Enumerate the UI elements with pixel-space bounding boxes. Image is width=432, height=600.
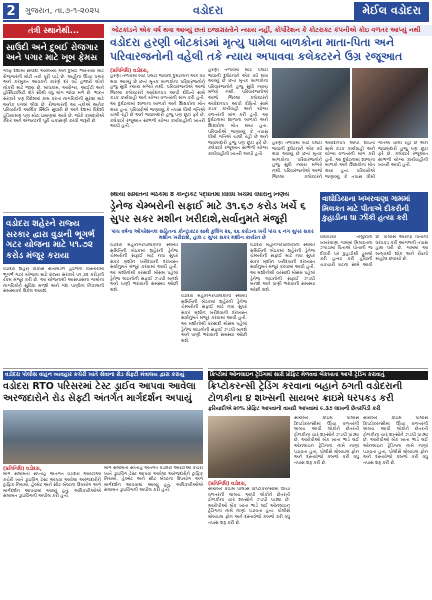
editorial-body: ગલ્ફ દેશોમાં સાઉદી અરેબિયા અને દુબઈ ભારતીયો માટે રોજગારની મોટી તકો પૂરી પાડે છે. અહીંના ઊંચા પગાર અને કરમુક્ત આવકને કારણે દર વર્ષે હજારો લોકો નોકરી માટે જાય છે. બાંધકામ, આરોગ્ય, આઈટી અને હોસ્પિટાલિટી ક્ષેત્રે સૌથી વધુ માંગ જોવા મળે છે. ભારત સરકારે પણ વિદેશમાં કામ કરતા નાગરિકોની સુરક્ષા માટે અનેક પગલાં લીધાં છે. રોજગારની આ તકોએ અનેક પરિવારોની આર્થિક સ્થિતિ સુધારી છે અને દેશમાં વિદેશી હૂંડિયામણ પણ મોટા પ્રમાણમાં આવે છે. જોકે કામદારોએ કરાર અને એજન્ટની પૂરી ચકાસણી કરવી જરૂરી છે.	[3, 69, 104, 125]
dredge-body-1: વડોદરા મહાનગરપાલિકાની સ્થાયી સમિતિની બેઠકમાં શહેરની ડ્રેનેજ ચેમ્બરોની સફાઈ માટે નવા સુપર સકર મશીન ખરીદવાની દરખાસ્ત સર્વાનુમતે મંજૂર કરવામાં આવી હતી. આ મશીનોથી વરસાદી મોસમ પહેલાં ડ્રેનેજ લાઇનોની સફાઈ ઝડપી બનશે અને પાણી ભરાવાની સમસ્યા ઓછી થશે.	[110, 243, 178, 293]
crypto-col-3	[363, 416, 428, 596]
crypto-body-1: સાયબર ક્રાઇમ પોલીસે ક્રિપ્ટોકરન્સીમાં ઊંચા વળતરની લાલચ આપી લોકોને છેતરતી ટોળકીના ચાર શખ્સોને ઝડપી પાડ્યા છે. આરોપીઓ બેંક ખાતા ભાડે લઈ ઓનલાઇન ટ્રેડિંગના નામે નાણાં પડાવતા હતા. પોલીસે મોબાઇલ ફોન અને દસ્તાવેજો કબજે કરી વધુ તપાસ શરૂ કરી છે.	[208, 487, 290, 526]
dredge-subhead: પાંચ વર્ષના ઓપરેશનલ સહિતના કોન્ટ્રાક્ટર સાથે કુલિંગ ૨૬, ૬૬ કરોડના ખર્ચે પાંચ ૬ નંગ સુપર સકર મશીન ખરીદાશે, હાલ ૮ સુપર સકર મશીન કાર્યરત છે	[111, 229, 314, 241]
rto-body-1: માર્ગ સલામતી સપ્તાહ અંતર્ગત વડોદરા આરટીઓ કચેરી ખાતે ડ્રાઇવિંગ ટેસ્ટ આપવા આવેલા અરજદારોને ટ્રાફિક નિયમો, હેલ્મેટ અને સીટ બેલ્ટના ઉપયોગ અંગે માર્ગદર્શન આપવામાં આવ્યું હતું. અધિકારીઓએ સલામત ડ્રાઇવિંગની અપીલ કરી હતી.	[3, 472, 101, 500]
top-kicker: બોટકાંડને એક વર્ષ થવા આવ્યું છતાં ઇજાગ્રસ્તોને ન્યાય નહીં, કોર્પોરેશન કે કોટરાક્ટ કંપનીએ કોઇ વળતર આપ્યું નથી	[110, 25, 432, 36]
crypto-headline: ક્રિપ્ટોકરન્સી ટ્રેડિંગ કરવાના બહાને ઠગતી વડોદરાની ટોળકીના ૪ શખ્સની સાયબર ક્રાઇમે ધરપકડ કરી	[208, 381, 403, 404]
top-body-2: હરણી તળાવમાં બોટ પલટી જવાની દુર્ઘટનાને એક વર્ષ થવા આવ્યું છે છતાં મૃતક બાળકોના પરિવારજનોને હજુ સુધી ન્યાય મળ્યો નથી. પરિવારજનોએ આજે જિલ્લા કલેક્ટરને આવેદનપત્ર આપી દોષિતો સામે કડક કાર્યવાહી અને યોગ્ય વળતરની માંગ કરી હતી. આ દુર્ઘટનામાં શાળાના બાળકો અને શિક્ષકોના મોત થયા હતા. પરિવારોએ જણાવ્યું કે તપાસ ધીમી ગતિએ ચાલી રહી છે અને જવાબદારો હજુ પણ છૂટા ફરે છે. કલેક્ટરે રજૂઆત સાંભળી યોગ્ય કાર્યવાહીની ખાતરી આપી હતી.	[208, 68, 268, 157]
editorial-headline: સાઉદી અને દુબઈ રોજગાર અને પગાર માટે ખૂબ ફેમસ	[3, 40, 104, 66]
rto-caption: (પ્રતિનિધિ) વડોદરા,	[3, 466, 42, 472]
top-headline: વડોદરા હરણી બોટકાંડમાં મૃત્યુ પામેલા બાળકોના માતા-પિતા અને પરિવારજનોની વહેલી તકે ન્યાય અપાવવા કલેક્ટરને ઉગ્ર રજૂઆત	[110, 36, 403, 63]
murder-headline: વાઘોડિયાના ખખરવાણા ગામમાં મિલકત માટે પીતાએ દીકરીની કુહાડીના ઘા ઝીંકી હત્યા કરી	[320, 192, 428, 232]
crypto-divider	[208, 368, 428, 369]
sewer-machine-photo	[181, 243, 247, 291]
vuda-body: વડોદરા શહેરી વિકાસ સત્તામંડળ હેઠળના વિસ્તારોમાં ભૂગર્ભ ગટર યોજના માટે રાજ્ય સરકારે ૫૧.૭૨ કરોડની રકમ મંજૂર કરી છે. આ યોજનાથી આસપાસના ગામોના નાગરિકોને સુવિધા મળશે અને ગંદા પાણીના નિકાલની સમસ્યાનો ઉકેલ આવશે.	[3, 267, 104, 295]
rto-divider	[3, 368, 203, 369]
top-story-col-2	[208, 68, 268, 186]
rto-kicker: વડોદરા પોલીસ વાહન વ્યવહાર કચેરી ખાતે સેવાના રોડ સેફ્ટી મંત્રાલય દ્વારા કરાયું	[3, 371, 203, 380]
editorial-label: તંત્રી સ્થાનેથી...	[3, 24, 104, 38]
dredge-kicker: સ્થાયી સમિતિની બેઠકમાં 8 કોન્ટ્રાકટ પદ્ધતિમાં વિવિધ ખર્ચમાં વધારાનું નિર્ણય	[110, 192, 289, 198]
rto-headline: વડોદરા RTO પરિસરમાં ટેસ્ટ ડ્રાઈવ આપવા આવેલા અરજદારોને રોડ સેફ્ટી અંતર્ગત માર્ગદર્શન અપાયું	[3, 381, 196, 404]
rto-col-2	[104, 466, 203, 596]
crypto-caption: (પ્રતિનિધિ) વડોદરા,	[208, 481, 247, 487]
city-name: વડોદરા	[193, 4, 224, 17]
crypto-body-2: સાયબર ક્રાઇમ પોલીસે ક્રિપ્ટોકરન્સીમાં ઊંચા વળતરની લાલચ આપી લોકોને છેતરતી ટોળકીના ચાર શખ્સોને ઝડપી પાડ્યા છે. આરોપીઓ બેંક ખાતા ભાડે લઈ ઓનલાઇન ટ્રેડિંગના નામે નાણાં પડાવતા હતા. પોલીસે મોબાઇલ ફોન અને દસ્તાવેજો કબજે કરી વધુ તપાસ શરૂ કરી છે.	[294, 416, 359, 466]
divider	[3, 212, 104, 213]
top-story-col-3	[272, 141, 428, 186]
crypto-body-3: સાયબર ક્રાઇમ પોલીસે ક્રિપ્ટોકરન્સીમાં ઊંચા વળતરની લાલચ આપી લોકોને છેતરતી ટોળકીના ચાર શખ્સોને ઝડપી પાડ્યા છે. આરોપીઓ બેંક ખાતા ભાડે લઈ ઓનલાઇન ટ્રેડિંગના નામે નાણાં પડાવતા હતા. પોલીસે મોબાઇલ ફોન અને દસ્તાવેજો કબજે કરી વધુ તપાસ શરૂ કરી છે.	[363, 416, 428, 466]
page-header	[3, 2, 429, 22]
dredge-col-3	[250, 243, 315, 363]
murder-body: વાઘોડિયા તાલુકાના ખખરવાણા ગામમાં મિલકતના ઝઘડામાં પિતાએ પોતાની જ દીકરી પર કુહાડીથી હુમલો કરી હત્યા કરી હોવાની ચકચારી ઘટના સામે આવી છે. પોલીસે આરોપી પિતાની ધરપકડ કરી આગળની તપાસ હાથ ધરી છે. ગામમાં આ બનાવથી શોક અને રોષનો માહોલ છવાયો છે.	[320, 235, 428, 268]
left-column	[3, 24, 104, 362]
crypto-col-2	[294, 416, 359, 596]
dredge-col-1	[110, 243, 178, 363]
page-number: 2	[3, 3, 19, 19]
crypto-col-1	[208, 481, 290, 596]
brand-name: મેઈલ વડોદરા	[354, 2, 429, 20]
top-story-col-1	[110, 68, 205, 186]
accused-photo	[208, 416, 290, 478]
murder-body-col	[320, 235, 428, 363]
dredge-body-2: વડોદરા મહાનગરપાલિકાની સ્થાયી સમિતિની બેઠકમાં શહેરની ડ્રેનેજ ચેમ્બરોની સફાઈ માટે નવા સુપર સકર મશીન ખરીદવાની દરખાસ્ત સર્વાનુમતે મંજૂર કરવામાં આવી હતી. આ મશીનોથી વરસાદી મોસમ પહેલાં ડ્રેનેજ લાઇનોની સફાઈ ઝડપી બનશે અને પાણી ભરાવાની સમસ્યા ઓછી થશે.	[181, 294, 247, 344]
rto-body-2: માર્ગ સલામતી સપ્તાહ અંતર્ગત વડોદરા આરટીઓ કચેરી ખાતે ડ્રાઇવિંગ ટેસ્ટ આપવા આવેલા અરજદારોને ટ્રાફિક નિયમો, હેલ્મેટ અને સીટ બેલ્ટના ઉપયોગ અંગે માર્ગદર્શન આપવામાં આવ્યું હતું. અધિકારીઓએ સલામત ડ્રાઇવિંગની અપીલ કરી હતી.	[104, 466, 203, 494]
rto-col-1	[3, 466, 101, 596]
protest-photo	[272, 68, 350, 138]
dredge-body-3: વડોદરા મહાનગરપાલિકાની સ્થાયી સમિતિની બેઠકમાં શહેરની ડ્રેનેજ ચેમ્બરોની સફાઈ માટે નવા સુપર સકર મશીન ખરીદવાની દરખાસ્ત સર્વાનુમતે મંજૂર કરવામાં આવી હતી. આ મશીનોથી વરસાદી મોસમ પહેલાં ડ્રેનેજ લાઇનોની સફાઈ ઝડપી બનશે અને પાણી ભરાવાની સમસ્યા ઓછી થશે.	[250, 243, 315, 293]
crypto-subhead: ફરિયાદીએ ૨૦% પ્રોફિટ આપવાનો વાયદો આપવામાં ૯.૩૭ લાખની છેતરપિંડી કરી	[208, 406, 381, 412]
dredge-headline: ડ્રેનેજ ચેમ્બરોની સફાઈ માટે ૩૧.૬૭ કરોડ ખર્ચે ૬ સુપર સકર મશીન ખરીદાશે,સર્વાનુમતે મંજૂરી	[110, 201, 306, 225]
issue-date: ગુજરાત, તા.૭-૧-૨૦૨૫	[25, 6, 100, 15]
crypto-kicker: ક્રિપ્ટોમાં ઓનલાઇન ટ્રેડિંગમાં સારો પ્રોફિટ મેળવવા બેંકખાતા આપી ટ્રેડિંગ કરાવાતું	[208, 371, 428, 380]
dredge-col-2	[181, 294, 247, 363]
rto-photo	[3, 410, 203, 464]
top-body-1: હરણી તળાવમાં બોટ પલટી જવાની દુર્ઘટનાને એક વર્ષ થવા આવ્યું છે છતાં મૃતક બાળકોના પરિવારજનોને હજુ સુધી ન્યાય મળ્યો નથી. પરિવારજનોએ આજે જિલ્લા કલેક્ટરને આવેદનપત્ર આપી દોષિતો સામે કડક કાર્યવાહી અને યોગ્ય વળતરની માંગ કરી હતી. આ દુર્ઘટનામાં શાળાના બાળકો અને શિક્ષકોના મોત થયા હતા. પરિવારોએ જણાવ્યું કે તપાસ ધીમી ગતિએ ચાલી રહી છે અને જવાબદારો હજુ પણ છૂટા ફરે છે. કલેક્ટરે રજૂઆત સાંભળી યોગ્ય કાર્યવાહીની ખાતરી આપી હતી.	[110, 74, 205, 130]
vuda-headline: વડોદરા શહેરને રાજ્ય સરકાર દ્વારા વુડાની ભૂગર્ભ ગટર યોજના માટે ૫૧.૭૨ કરોડ મંજૂર કરાયા	[3, 216, 104, 264]
top-byline: (પ્રતિનિધિ) વડોદરા,	[110, 68, 149, 74]
top-body-3: હરણી તળાવમાં બોટ પલટી જવાની દુર્ઘટનાને એક વર્ષ થવા આવ્યું છે છતાં મૃતક બાળકોના પરિવારજનોને હજુ સુધી ન્યાય મળ્યો નથી. પરિવારજનોએ આજે જિલ્લા કલેક્ટરને આવેદનપત્ર આપી દોષિતો સામે કડક કાર્યવાહી અને યોગ્ય વળતરની માંગ કરી હતી. આ દુર્ઘટનામાં શાળાના બાળકો અને શિક્ષકોના મોત થયા હતા. પરિવારોએ જણાવ્યું કે તપાસ ધીમી ગતિએ ચાલી રહી છે અને જવાબદારો હજુ પણ છૂટા ફરે છે. કલેક્ટરે રજૂઆત સાંભળી યોગ્ય કાર્યવાહીની ખાતરી આપી હતી.	[272, 141, 428, 180]
parents-photo	[352, 68, 428, 138]
